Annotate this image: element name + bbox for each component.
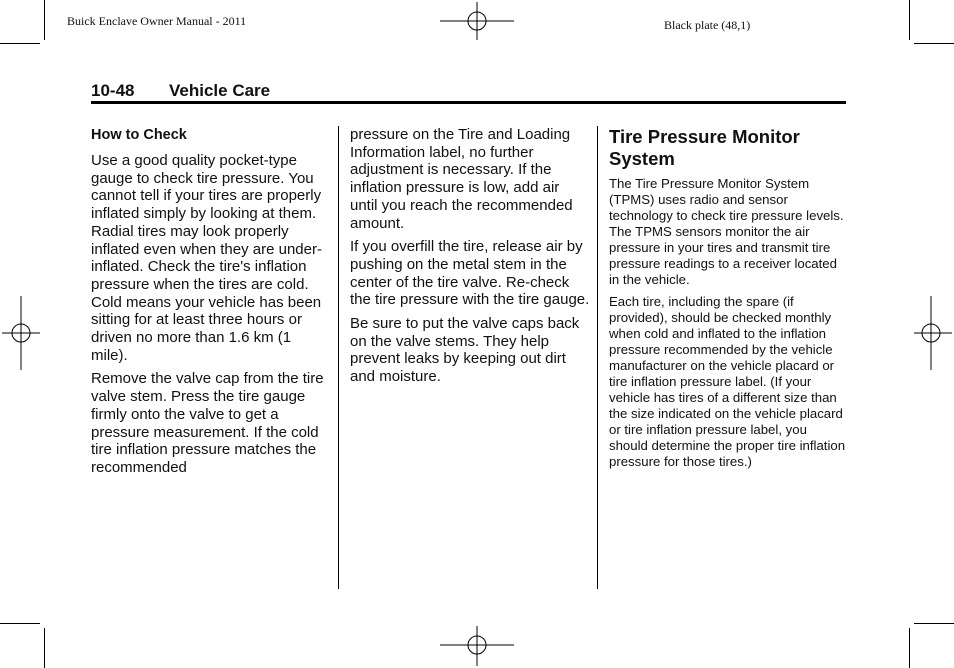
column-3 xyxy=(609,126,847,476)
page-header xyxy=(91,81,270,101)
crop-mark xyxy=(914,623,954,624)
registration-mark-icon xyxy=(440,2,516,42)
page-number: 10-48 xyxy=(91,81,135,100)
paragraph: The Tire Pressure Monitor System (TPMS) uses radio and sensor technology to check tire pressure levels. The TPMS sensors monitor the air pressure in your tires and transmit tire pressure readings to a receiver located in the vehicle. xyxy=(609,176,844,287)
paragraph: Each tire, including the spare (if provided), should be checked monthly when cold and inflated to the inflation pressure recommended by the vehicle manufacturer on the vehicle placard or tire inflation pressure label. (If your vehicle has tires of a different size than the size indicated on the vehicle placard or tire inflation pressure label, you should determine the proper tire inflation pressure for those tires.) xyxy=(609,294,846,469)
crop-mark xyxy=(909,0,910,40)
paragraph: Be sure to put the valve caps back on the valve stems. They help prevent leaks by keeping out dirt and moisture. xyxy=(350,315,580,386)
column-divider xyxy=(597,126,598,589)
section-title: Vehicle Care xyxy=(169,81,271,100)
paragraph: Remove the valve cap from the tire valve stem. Press the tire gauge firmly onto the valve to get a pressure measurement. If the cold tire inflation pressure matches the recommended xyxy=(91,370,324,476)
manual-title: Buick Enclave Owner Manual - 2011 xyxy=(67,14,247,28)
section-heading-tpms: Tire Pressure Monitor System xyxy=(609,126,800,169)
crop-mark xyxy=(44,0,45,40)
column-2 xyxy=(350,126,590,392)
crop-mark xyxy=(0,43,40,44)
registration-mark-icon xyxy=(440,626,516,666)
header-rule xyxy=(91,101,846,104)
paragraph: If you overfill the tire, release air by pushing on the metal stem in the center of the tire valve. Re-check the tire pressure with the tire gauge. xyxy=(350,238,590,309)
plate-label: Black plate (48,1) xyxy=(664,18,751,32)
crop-mark xyxy=(914,43,954,44)
column-divider xyxy=(338,126,339,589)
registration-mark-icon xyxy=(2,296,42,370)
paragraph: pressure on the Tire and Loading Information label, no further adjustment is necessary. If the inflation pressure is low, add air until you reach the recommended amount. xyxy=(350,126,573,232)
paragraph: Use a good quality pocket-type gauge to check tire pressure. You cannot tell if your tires are properly inflated simply by looking at them. Radial tires may look properly inflated even when they are under-inflated. Check the tire's inflation pressure when the tires are cold. Cold means your vehicle has been sitting for at least three hours or driven no more than 1.6 km (1 mile). xyxy=(91,152,322,364)
column-1 xyxy=(91,126,331,483)
registration-mark-icon xyxy=(912,296,952,370)
crop-mark xyxy=(909,628,910,668)
subheading-how-to-check: How to Check xyxy=(91,127,187,143)
crop-mark xyxy=(44,628,45,668)
crop-mark xyxy=(0,623,40,624)
